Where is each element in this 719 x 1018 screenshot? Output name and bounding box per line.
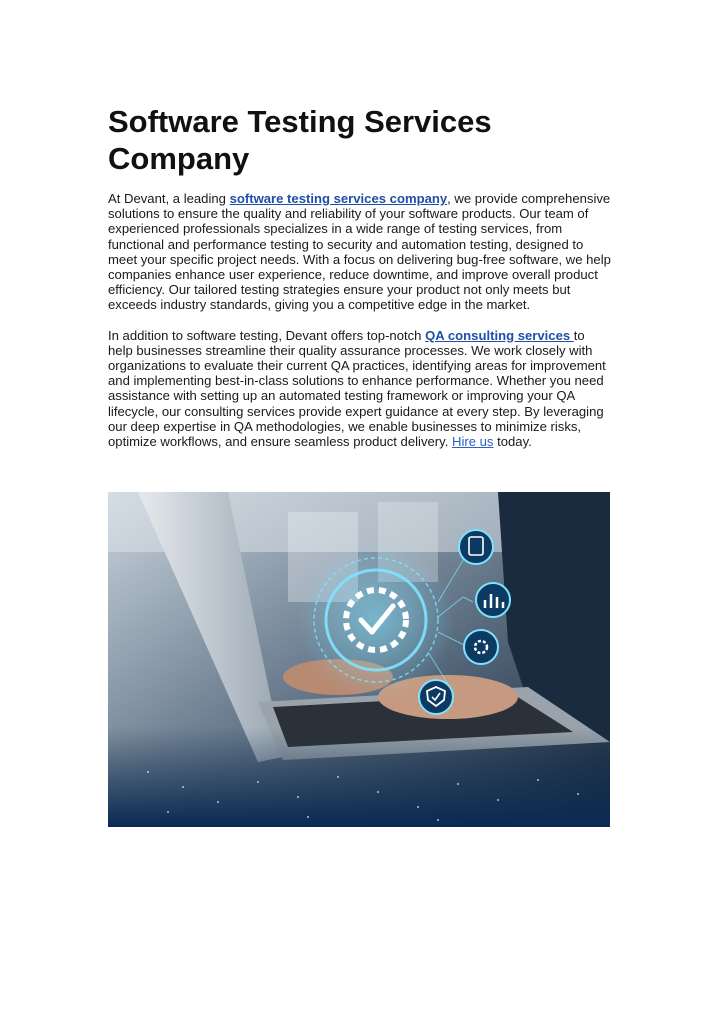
qa-text-end: today. <box>493 434 532 450</box>
bar-chart-icon <box>476 583 510 617</box>
document-page <box>108 103 612 449</box>
software-testing-link[interactable]: software testing services company <box>229 191 448 206</box>
qa-consulting-link[interactable]: QA consulting services <box>425 327 574 343</box>
intro-text-rest: , we provide comprehensive solutions to ensure the quality and reliability of your software products. Our team of experienced professionals specializes in a wide range of testing services, from functional and performance testing to security and automation testing, designed to meet your specific project needs. With a focus on delivering bug-free software, we help companies enhance user experience, reduce downtime, and improve overall product efficiency. Our tailored testing strategies ensure your product not only meets but exceeds industry standards, giving you a competitive edge in the market. <box>108 191 611 313</box>
intro-paragraph <box>108 191 612 313</box>
qa-text-start: In addition to software testing, Devant offers top-notch <box>108 327 426 343</box>
hire-us-link[interactable]: Hire us <box>451 434 494 450</box>
shield-check-icon <box>419 680 453 714</box>
hero-image <box>108 492 610 827</box>
laptop-hologram-illustration <box>108 492 610 827</box>
page-title: Software Testing Services Company <box>108 104 492 176</box>
qa-paragraph <box>108 328 612 450</box>
clipboard-icon <box>459 530 493 564</box>
gear-team-icon <box>464 630 498 664</box>
qa-text-middle: to help businesses streamline their quality assurance processes. We work closely with organizations to evaluate their current QA practices, identifying areas for improvement and implementing best-in-class solutions to enhance performance. Whether you need assistance with setting up an automated testing framework or improving your QA lifecycle, our consulting services provide expert guidance at every step. By leveraging our deep expertise in QA methodologies, we enable businesses to minimize risks, optimize workflows, and ensure seamless product delivery. <box>108 327 606 450</box>
intro-text-start: At Devant, a leading <box>108 191 230 206</box>
